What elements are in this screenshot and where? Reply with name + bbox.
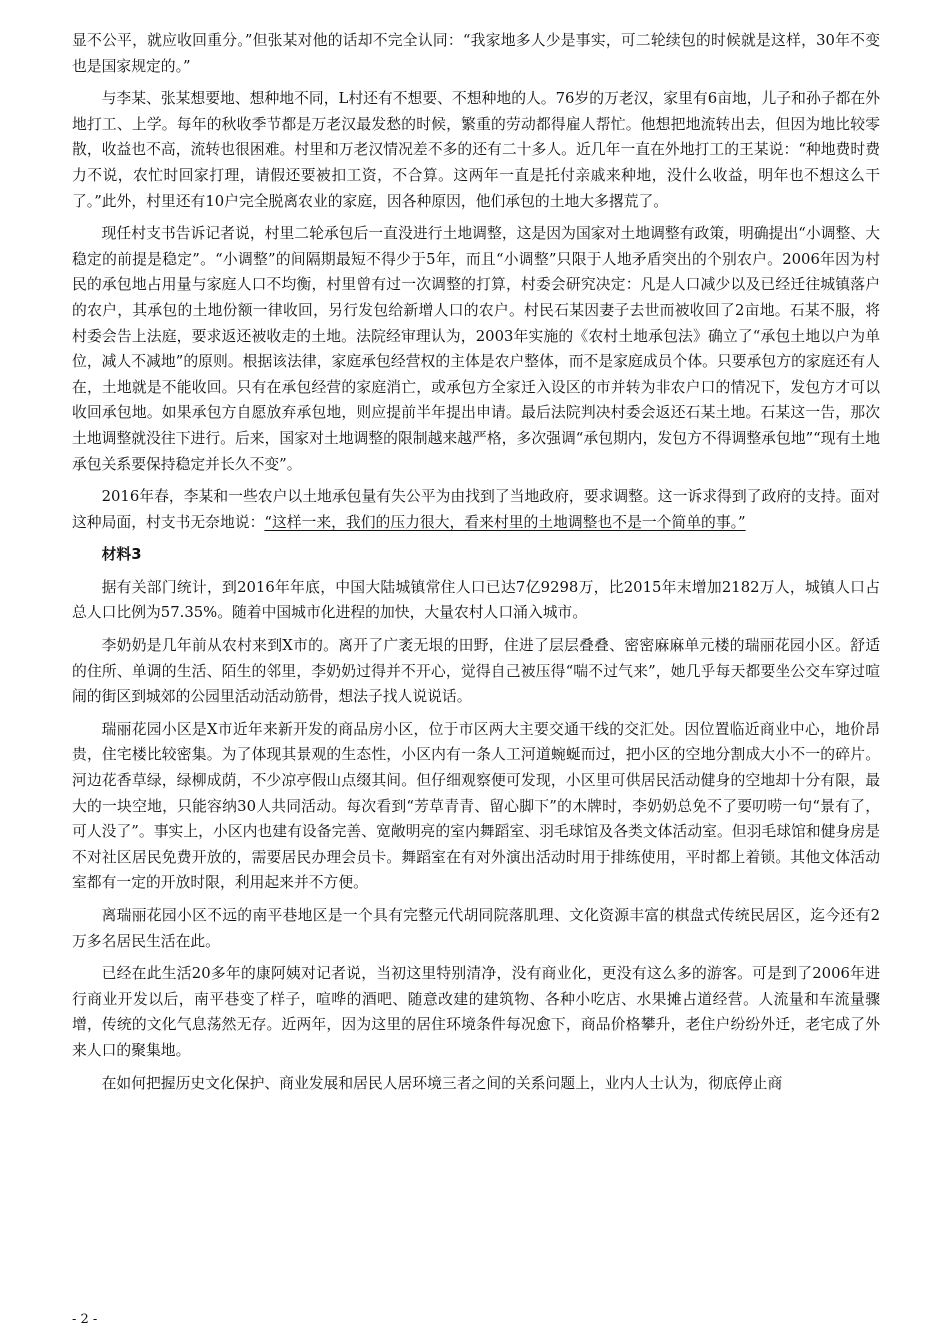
paragraph-5: 据有关部门统计，到2016年年底，中国大陆城镇常住人口已达7亿9298万，比2015年末增加2182万人，城镇人口占总人口比例为57.35%。随着中国城市化进程的加快，大量农村人口涌入城市。: [72, 578, 880, 622]
document-page: [72, 28, 880, 1103]
paragraph-10: 在如何把握历史文化保护、商业发展和居民人居环境三者之间的关系问题上，业内人士认为，彻底停止商: [101, 1074, 783, 1092]
paragraph-4-text: 2016年春，李某和一些农户以土地承包量有失公平为由找到了当地政府，要求调整。这一诉求得到了政府的支持。面对这种局面，村支书无奈地说：: [72, 488, 880, 531]
page-number: - 2 -: [72, 1312, 98, 1327]
paragraph-8: 离瑞丽花园小区不远的南平巷地区是一个具有完整元代胡同院落肌理、文化资源丰富的棋盘式传统民居区，迄今还有2万多名居民生活在此。: [72, 907, 880, 950]
paragraph-9: 已经在此生活20多年的康阿姨对记者说，当初这里特别清净，没有商业化，更没有这么多的游客。可是到了2006年进行商业开发以后，南平巷变了样子，喧哗的酒吧、随意改建的建筑物、各种小吃店、水果摊占道经营。人流量和车流量骤增，传统的文化气息荡然无存。近两年，因为这里的居住环境条件每况愈下，商品价格攀升，老住户纷纷外迁，老宅成了外来人口的聚集地。: [72, 965, 880, 1059]
paragraph-7: 瑞丽花园小区是X市近年来新开发的商品房小区，位于市区两大主要交通干线的交汇处。因位置临近商业中心，地价昂贵，住宅楼比较密集。为了体现其景观的生态性，小区内有一条人工河道蜿蜒而过，把小区的空地分割成大小不一的碎片。河边花香草绿，绿柳成荫，不少凉亭假山点缀其间。但仔细观察便可发现，小区里可供居民活动健身的空地却十分有限，最大的一块空地，只能容纳30人共同活动。每次看到“芳草青青、留心脚下”的木牌时，李奶奶总免不了要叨唠一句“景有了，可人没了”。事实上，小区内也建有设备完善、宽敞明亮的室内舞蹈室、羽毛球馆及各类文体活动室。但羽毛球馆和健身房是不对社区居民免费开放的，需要居民办理会员卡。舞蹈室在有对外演出活动时用于排练使用，平时都上着锁。其他文体活动室都有一定的开放时限，利用起来并不方便。: [72, 720, 880, 892]
paragraph-2: 与李某、张某想要地、想种地不同，L村还有不想要、不想种地的人。76岁的万老汉，家里有6亩地，儿子和孙子都在外地打工、上学。每年的秋收季节都是万老汉最发愁的时候，繁重的劳动都得雇人帮忙。他想把地流转出去，但因为地比较零散，收益也不高，流转也很困难。村里和万老汉情况差不多的还有二十多人。近几年一直在外地打工的王某说：“种地费时费力不说，农忙时回家打理，请假还要被扣工资，不合算。这两年一直是托付亲戚来种地，没什么收益，明年也不想这么干了。”此外，村里还有10户完全脱离农业的家庭，因各种原因，他们承包的土地大多撂荒了。: [72, 90, 880, 210]
paragraph-4: [72, 484, 880, 535]
paragraph-1: 显不公平，就应收回重分。”但张某对他的话却不完全认同：“我家地多人少是事实，可二轮续包的时候就是这样，30年不变也是国家规定的。”: [72, 32, 880, 75]
underlined-quote: “这样一来，我们的压力很大，看来村里的土地调整也不是一个简单的事。”: [264, 513, 746, 531]
section-heading-material-3: 材料3: [101, 546, 142, 564]
paragraph-6: 李奶奶是几年前从农村来到X市的。离开了广袤无垠的田野，住进了层层叠叠、密密麻麻单元楼的瑞丽花园小区。舒适的住所、单调的生活、陌生的邻里，李奶奶过得并不开心，觉得自己被压得“喘不过气来”，她几乎每天都要坐公交车穿过喧闹的街区到城郊的公园里活动活动筋骨，想法子找人说说话。: [72, 637, 880, 706]
paragraph-3: 现任村支书告诉记者说，村里二轮承包后一直没进行土地调整，这是因为国家对土地调整有政策，明确提出“小调整、大稳定的前提是稳定”。“小调整”的间隔期最短不得少于5年，而且“小调整”只限于人地矛盾突出的个别农户。2006年因为村民的承包地占用量与家庭人口不均衡，村里曾有过一次调整的打算，村委会研究决定：凡是人口减少以及已经迁往城镇落户的农户，其承包的土地份额一律收回，另行发包给新增人口的农户。村民石某因妻子去世而被收回了2亩地。石某不服，将村委会告上法庭，要求返还被收走的土地。法院经审理认为，2003年实施的《农村土地承包法》确立了“承包土地以户为单位，减人不减地”的原则。根据该法律，家庭承包经营权的主体是农户整体，而不是家庭成员个体。只要承包方的家庭还有人在，土地就是不能收回。只有在承包经营的家庭消亡，或承包方全家迁入设区的市并转为非农户口的情况下，发包方才可以收回承包地。如果承包方自愿放弃承包地，则应提前半年提出申请。最后法院判决村委会返还石某土地。石某这一告，那次土地调整就没往下进行。后来，国家对土地调整的限制越来越严格，多次强调“承包期内，发包方不得调整承包地”“现有土地承包关系要保持稳定并长久不变”。: [72, 225, 880, 473]
